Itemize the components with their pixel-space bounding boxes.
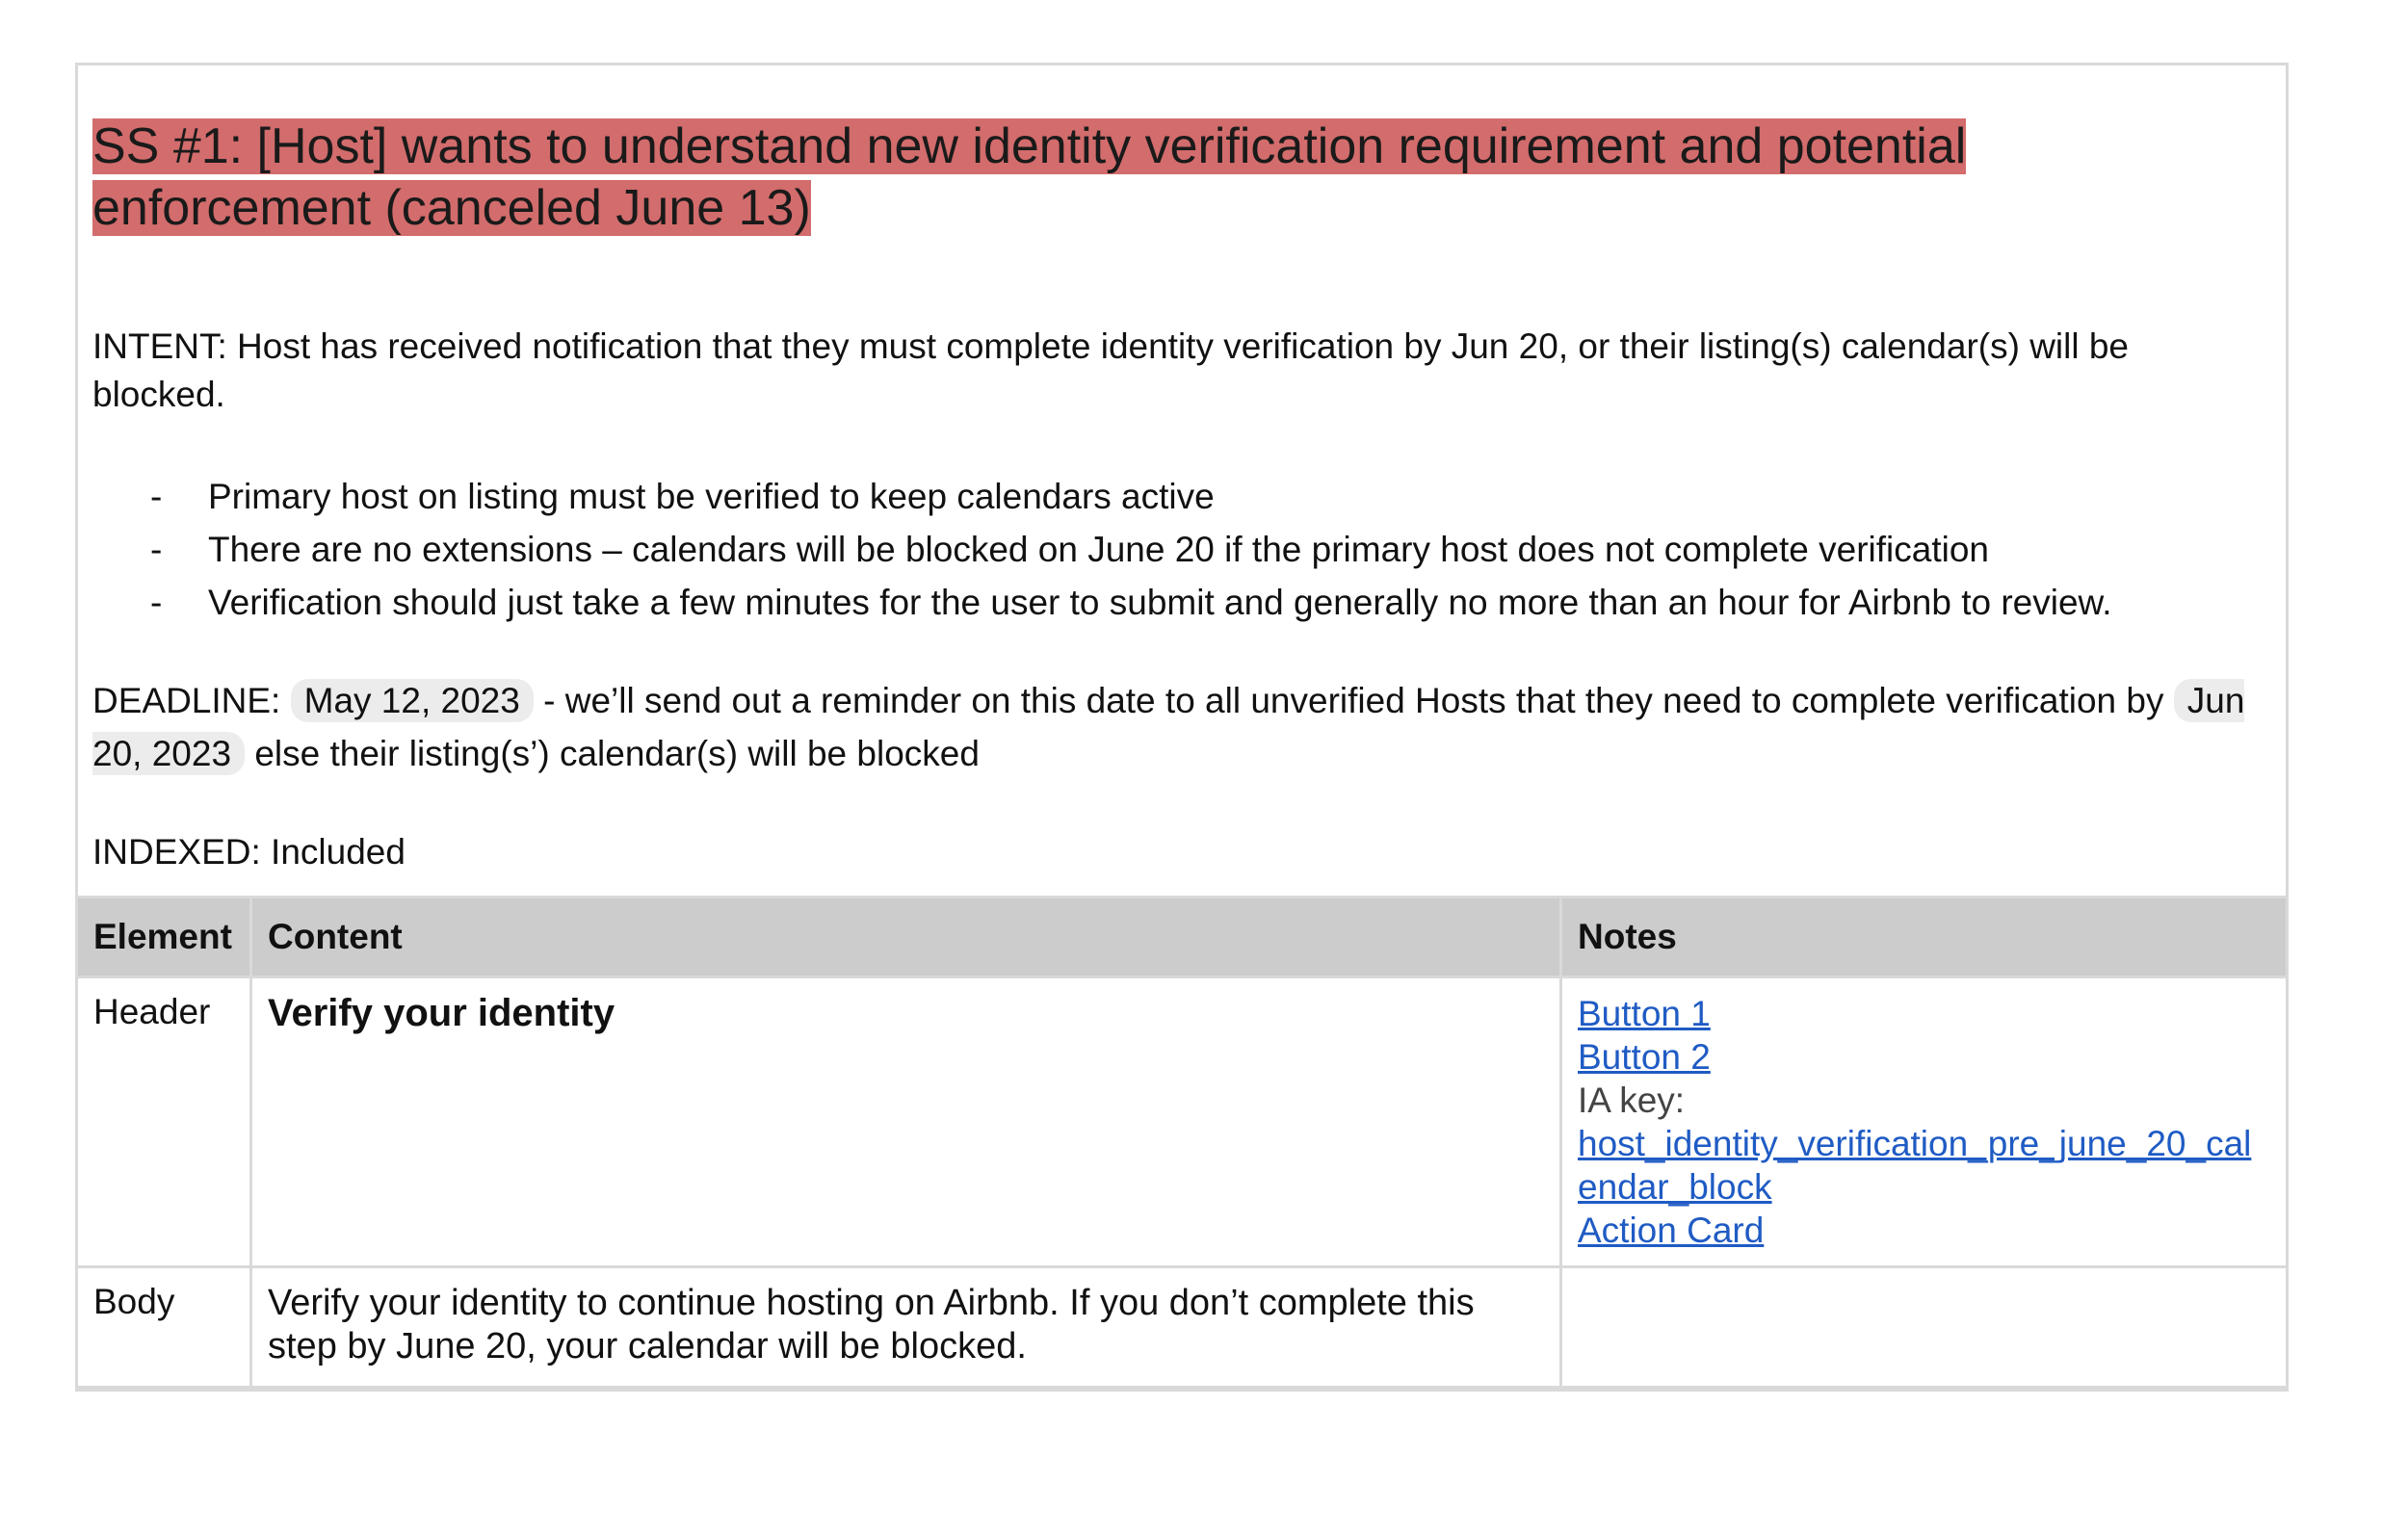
- content-spec-table: [75, 896, 2289, 1389]
- button-1-link[interactable]: Button 1: [1578, 994, 1711, 1033]
- element-cell: Body: [77, 1267, 251, 1388]
- list-item: [92, 576, 2250, 629]
- deadline-text: - we’ll send out a reminder on this date to all unverified Hosts that they need to complete verification by: [543, 681, 2164, 720]
- column-header-element: Element: [77, 898, 251, 977]
- table-row: [77, 1267, 2288, 1388]
- page-title: [92, 116, 2250, 239]
- intent-paragraph: INTENT: Host has received notification that they must complete identity verification by Jun 20, or their listing(s) calendar(s) will be blocked.: [92, 326, 2130, 414]
- bullet-marker: -: [150, 530, 163, 569]
- list-item: [92, 523, 2250, 576]
- notes-cell: [1561, 977, 2288, 1267]
- element-cell: Header: [77, 977, 251, 1267]
- column-header-content: Content: [251, 898, 1561, 977]
- ia-key-label: IA key:: [1578, 1080, 1686, 1120]
- content-cell: Verify your identity to continue hosting on Airbnb. If you don’t complete this step by June 20, your calendar will be blocked.: [251, 1267, 1561, 1388]
- list-item: [92, 470, 2250, 523]
- table-row: [77, 977, 2288, 1267]
- bullet-marker: -: [150, 583, 163, 622]
- list-item-text: Primary host on listing must be verified to keep calendars active: [208, 477, 1215, 516]
- content-cell: Verify your identity: [251, 977, 1561, 1267]
- list-item-text: There are no extensions – calendars will be blocked on June 20 if the primary host does not complete verification: [208, 530, 1989, 569]
- bullet-marker: -: [150, 477, 163, 516]
- date-chip[interactable]: Jun 20, 2023: [92, 681, 2245, 773]
- deadline-label: DEADLINE:: [92, 681, 281, 720]
- table-header-row: [77, 898, 2288, 977]
- notes-cell: [1561, 1267, 2288, 1388]
- title-block: [92, 116, 2250, 239]
- deadline-paragraph: [92, 674, 2250, 780]
- button-2-link[interactable]: Button 2: [1578, 1037, 1711, 1077]
- deadline-text: else their listing(s’) calendar(s) will be blocked: [254, 734, 980, 773]
- list-item-text: Verification should just take a few minutes for the user to submit and generally no more than an hour for Airbnb to review.: [208, 583, 2112, 622]
- title-highlight: SS #1: [Host] wants to understand new identity verification requirement and potential enforcement (canceled June 13): [92, 118, 1967, 236]
- action-card-link[interactable]: Action Card: [1578, 1211, 1765, 1250]
- bullet-list: [92, 470, 2250, 629]
- column-header-notes: Notes: [1561, 898, 2288, 977]
- date-chip[interactable]: May 12, 2023: [291, 679, 534, 722]
- indexed-status: INDEXED: Included: [92, 832, 406, 872]
- ia-key-link[interactable]: host_identity_verification_pre_june_20_calendar_block: [1578, 1124, 2252, 1207]
